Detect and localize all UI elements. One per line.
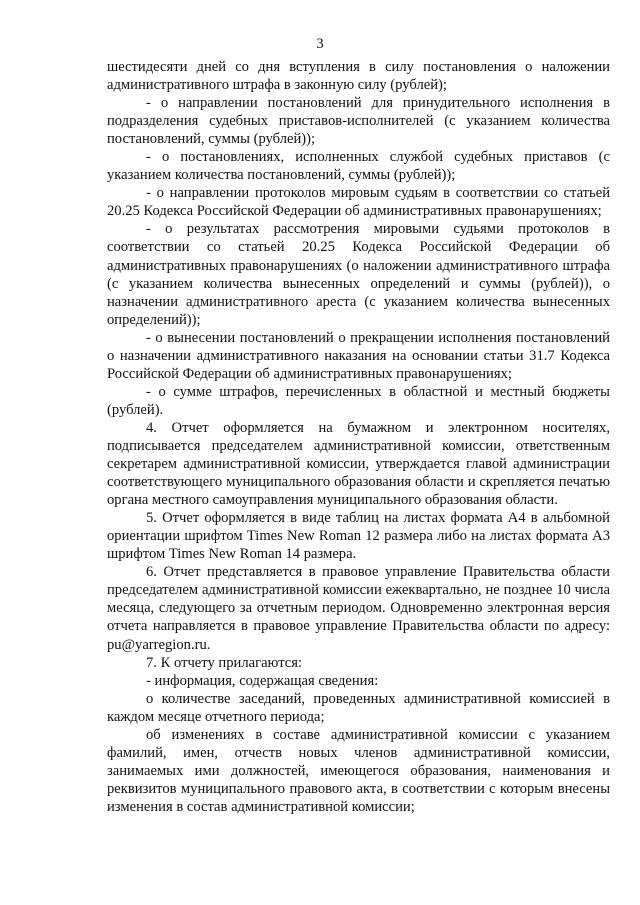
paragraph-item-6: 6. Отчет представляется в правовое управление Правительства области председателем административной комиссии ежеквартально, не позднее 10 числа месяца, следующего за отчетным периодом. Одновременно электронная версия отчета направляется в правовое управление Правительства области по адресу: pu@yarregion.ru. [107, 564, 610, 653]
paragraph-item-5: 5. Отчет оформляется в виде таблиц на листах формата А4 в альбомной ориентации шрифтом Times New Roman 12 размера либо на листах формата А3 шрифтом Times New Roman 14 размера. [107, 510, 610, 563]
paragraph-bullet: - о постановлениях, исполненных службой судебных приставов (с указанием количества постановлений, суммы (рублей)); [107, 149, 610, 184]
paragraph-bullet: - о направлении постановлений для принудительного исполнения в подразделения судебных приставов-исполнителей (с указанием количества постановлений, суммы (рублей)); [107, 95, 610, 148]
paragraph-subitem: о количестве заседаний, проведенных административной комиссией в каждом месяце отчетного периода; [107, 690, 610, 725]
paragraph-continuation: шестидесяти дней со дня вступления в силу постановления о наложении административного штрафа в законную силу (рублей); [107, 59, 610, 94]
paragraph-item-4: 4. Отчет оформляется на бумажном и электронном носителях, подписывается председателем административной комиссии, ответственным секретарем административной комиссии, утверждается главой администрации соответствующего муниципального образования области и скрепляется печатью органа местного самоуправления муниципального образования области. [107, 419, 610, 509]
paragraph-bullet: - информация, содержащая сведения: [146, 672, 379, 689]
document-body [107, 58, 610, 816]
paragraph-bullet: - о направлении протоколов мировым судьям в соответствии со статьей 20.25 Кодекса Российской Федерации об административных правонарушениях; [107, 185, 610, 220]
paragraph-bullet: - о вынесении постановлений о прекращении исполнения постановлений о назначении административного наказания на основании статьи 31.7 Кодекса Российской Федерации об административных правонарушениях; [107, 329, 610, 382]
paragraph-subitem: об изменениях в составе административной комиссии с указанием фамилий, имен, отчеств новых членов административной комиссии, занимаемых ими должностей, имеющегося образования, наименования и реквизитов муниципального правового акта, в соответствии с которым внесены изменения в состав административной комиссии; [107, 726, 610, 815]
page-number: 3 [316, 36, 324, 52]
paragraph-bullet: - о результатах рассмотрения мировыми судьями протоколов в соответствии со статьей 20.25 Кодекса Российской Федерации об административных правонарушениях (о наложении административного штрафа (с указанием количества вынесенных определений и суммы (рублей)), о назначении административного ареста (с указанием количества вынесенных определений)); [107, 221, 610, 328]
paragraph-bullet: - о сумме штрафов, перечисленных в областной и местный бюджеты (рублей). [107, 383, 610, 418]
paragraph-item-7: 7. К отчету прилагаются: [146, 654, 303, 671]
